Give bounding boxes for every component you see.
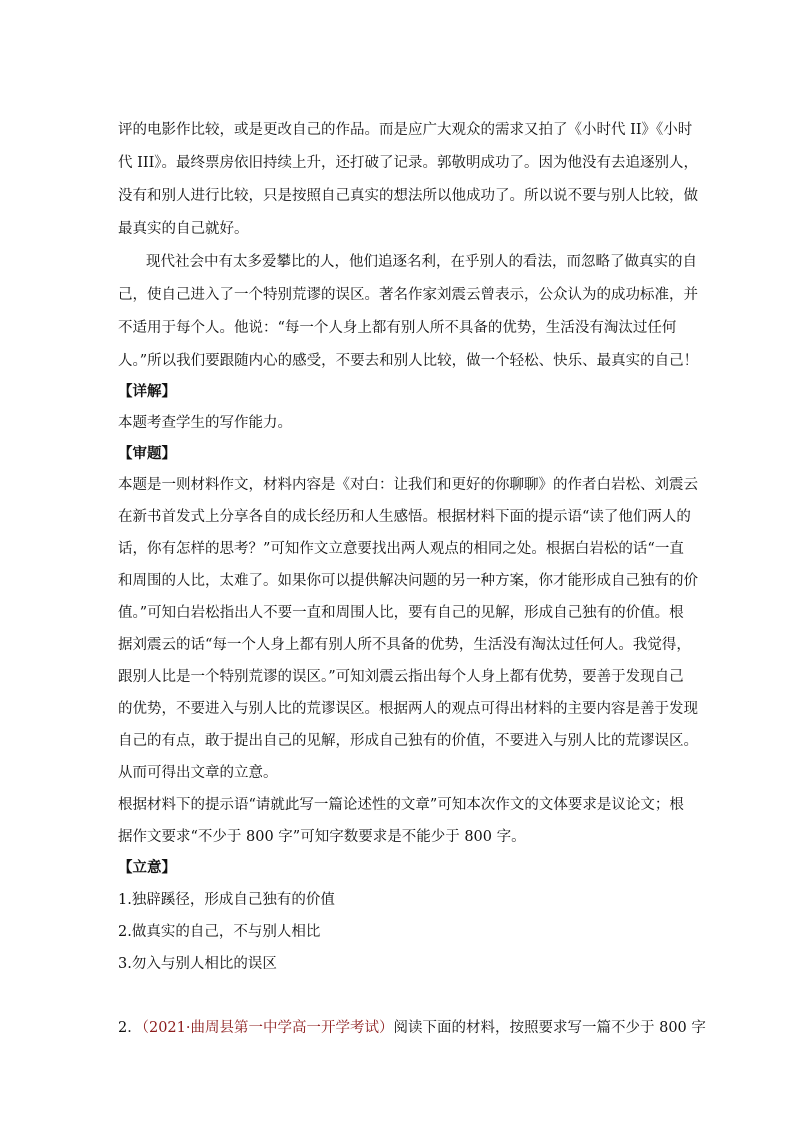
list-item: 3.勿入与别人相比的误区 — [118, 956, 277, 972]
body-text-line: 据作文要求“不少于 800 字”可知字数要求是不能少于 800 字。 — [118, 829, 526, 845]
body-text-line: 代 III》。最终票房依旧持续上升，还打破了记录。郭敬明成功了。因为他没有去追逐别人， — [118, 155, 699, 171]
body-text-line: 在新书首发式上分享各自的成长经历和人生感悟。根据材料下面的提示语“读了他们两人的 — [118, 509, 691, 525]
question-number: 2． — [118, 1020, 142, 1036]
body-text-line: 本题考查学生的写作能力。 — [118, 415, 292, 431]
body-text-line: 现代社会中有太多爱攀比的人，他们追逐名利，在乎别人的看法，而忽略了做真实的自 — [146, 254, 697, 270]
body-text-line: 据刘震云的话“每一个人身上都有别人所不具备的优势，生活没有淘汰过任何人。我觉得， — [118, 637, 691, 653]
list-item: 1.独辟蹊径，形成自己独有的价值 — [118, 892, 335, 908]
body-text-line: 话，你有怎样的思考？”可知作文立意要找出两人观点的相同之处。根据白岩松的话“一直 — [118, 541, 684, 557]
section-heading-detail: 【详解】 — [118, 383, 176, 400]
question-text: 阅读下面的材料，按照要求写一篇不少于 800 字 — [393, 1020, 706, 1036]
body-text-line: 不适用于每个人。他说：“每一个人身上都有别人所不具备的优势，生活没有淘汰过任何 — [118, 320, 677, 336]
body-text-line: 本题是一则材料作文，材料内容是《对白：让我们和更好的你聊聊》的作者白岩松、刘震云 — [118, 477, 698, 493]
body-text-line: 根据材料下的提示语“请就此写一篇论述性的文章”可知本次作文的文体要求是议论文；根 — [118, 797, 684, 813]
body-text-line: 从而可得出文章的立意。 — [118, 765, 278, 781]
body-text-line: 自己的有点，敢于提出自己的见解，形成自己独有的价值，不要进入与别人比的荒谬误区。 — [118, 733, 698, 749]
list-item: 2.做真实的自己，不与别人相比 — [118, 924, 321, 940]
body-text-line: 值。”可知白岩松指出人不要一直和周围人比，要有自己的见解，形成自己独有的价值。根 — [118, 605, 684, 621]
body-text-line: 己，使自己进入了一个特别荒谬的误区。著名作家刘震云曾表示，公众认为的成功标准，并 — [118, 287, 698, 303]
body-text-line: 的优势，不要进入与别人比的荒谬误区。根据两人的观点可得出材料的主要内容是善于发现 — [118, 701, 698, 717]
body-text-line: 和周围的人比，太难了。如果你可以提供解决问题的另一种方案，你才能形成自己独有的价 — [118, 573, 698, 589]
question-source-link[interactable]: （2021·曲周县第一中学高一开学考试） — [141, 1020, 394, 1036]
body-text-line: 没有和别人进行比较，只是按照自己真实的想法所以他成功了。所以说不要与别人比较，做 — [118, 188, 698, 204]
body-text-line: 最真实的自己就好。 — [118, 221, 249, 237]
question-line — [118, 1018, 706, 1038]
body-text-line: 评的电影作比较，或是更改自己的作品。而是应广大观众的需求又拍了《小时代 II》《小时 — [118, 122, 693, 138]
section-heading-review: 【审题】 — [118, 445, 176, 462]
body-text-line: 跟别人比是一个特别荒谬的误区。”可知刘震云指出每个人身上都有优势，要善于发现自己 — [118, 669, 684, 685]
section-heading-thesis: 【立意】 — [118, 859, 176, 876]
body-text-line: 人。”所以我们要跟随内心的感受，不要去和别人比较，做一个轻松、快乐、最真实的自己！ — [118, 353, 699, 369]
